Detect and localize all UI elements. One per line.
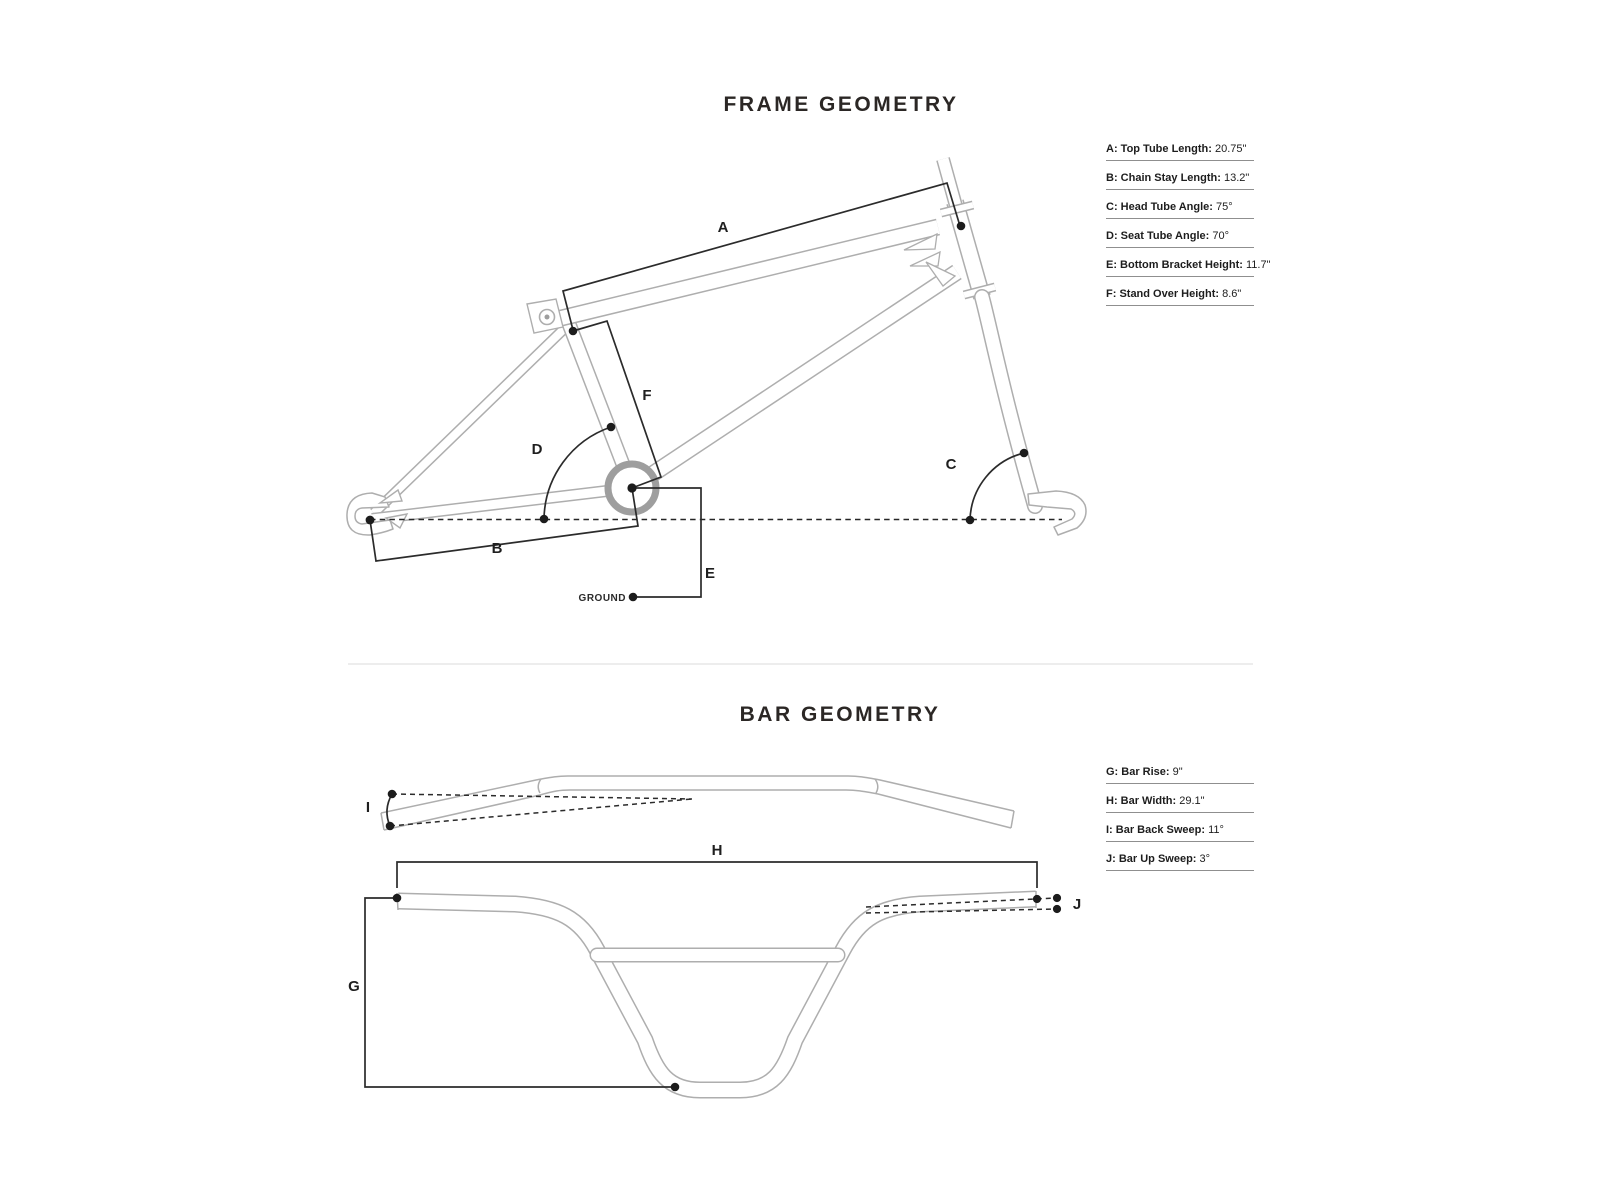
label-E: E xyxy=(704,565,716,582)
spec-row-head-angle xyxy=(1106,201,1254,219)
label-J: J xyxy=(1072,896,1082,913)
spec-row-up-sweep xyxy=(1106,853,1254,871)
backsweep-axis-line xyxy=(390,799,692,826)
spec-label: A: Top Tube Length: xyxy=(1106,143,1212,155)
label-G: G xyxy=(348,978,360,995)
frame-geometry-diagram xyxy=(330,140,1090,620)
spec-value: 20.75" xyxy=(1214,143,1247,155)
spec-row-back-sweep xyxy=(1106,824,1254,842)
spec-value: 70° xyxy=(1212,230,1229,242)
spec-label: G: Bar Rise: xyxy=(1106,766,1170,778)
spec-label: F: Stand Over Height: xyxy=(1106,288,1220,300)
spec-value: 11.7" xyxy=(1245,259,1271,271)
spec-row-top-tube xyxy=(1106,143,1254,161)
spec-label: I: Bar Back Sweep: xyxy=(1106,824,1206,836)
label-C: C xyxy=(945,456,957,473)
spec-value: 29.1" xyxy=(1179,795,1205,807)
label-F: F xyxy=(642,387,652,404)
spec-label: E: Bottom Bracket Height: xyxy=(1106,259,1243,271)
bar-spec-list xyxy=(1106,766,1254,882)
spec-value: 3° xyxy=(1199,853,1211,865)
spec-label: J: Bar Up Sweep: xyxy=(1106,853,1197,865)
spec-row-seat-angle xyxy=(1106,230,1254,248)
spec-row-standover xyxy=(1106,288,1254,306)
bar-geometry-title: BAR GEOMETRY xyxy=(739,703,941,726)
bike-frame-drawing xyxy=(347,159,1086,535)
spec-row-chain-stay xyxy=(1106,172,1254,190)
spec-row-bb-height xyxy=(1106,259,1271,277)
spec-label: H: Bar Width: xyxy=(1106,795,1177,807)
measure-I-arc xyxy=(387,794,392,826)
label-A: A xyxy=(717,219,729,236)
section-divider xyxy=(348,663,1253,665)
bar-measure-dots xyxy=(386,790,1061,1092)
spec-label: B: Chain Stay Length: xyxy=(1106,172,1221,184)
label-B: B xyxy=(491,540,503,557)
spec-label: D: Seat Tube Angle: xyxy=(1106,230,1210,242)
spec-value: 75° xyxy=(1216,201,1233,213)
measure-D-seat-angle-arc xyxy=(544,427,611,519)
spec-value: 11° xyxy=(1208,824,1224,836)
bar-measurements xyxy=(365,794,1037,1087)
spec-value: 13.2" xyxy=(1223,172,1250,184)
handlebar-front-view xyxy=(397,891,1036,1090)
ground-label: GROUND xyxy=(578,593,626,604)
frame-geometry-title: FRAME GEOMETRY xyxy=(723,93,959,116)
frame-spec-list xyxy=(1106,143,1271,317)
label-H: H xyxy=(711,842,723,859)
spec-row-bar-rise xyxy=(1106,766,1254,784)
spec-row-bar-width xyxy=(1106,795,1254,813)
spec-label: C: Head Tube Angle: xyxy=(1106,201,1213,213)
spec-value: 8.6" xyxy=(1222,288,1242,300)
measure-H-width xyxy=(397,862,1037,888)
bar-geometry-diagram xyxy=(340,770,1100,1110)
label-I: I xyxy=(365,799,371,816)
handlebar-top-view xyxy=(381,776,1014,830)
spec-value: 9" xyxy=(1172,766,1183,778)
label-D: D xyxy=(531,441,543,458)
